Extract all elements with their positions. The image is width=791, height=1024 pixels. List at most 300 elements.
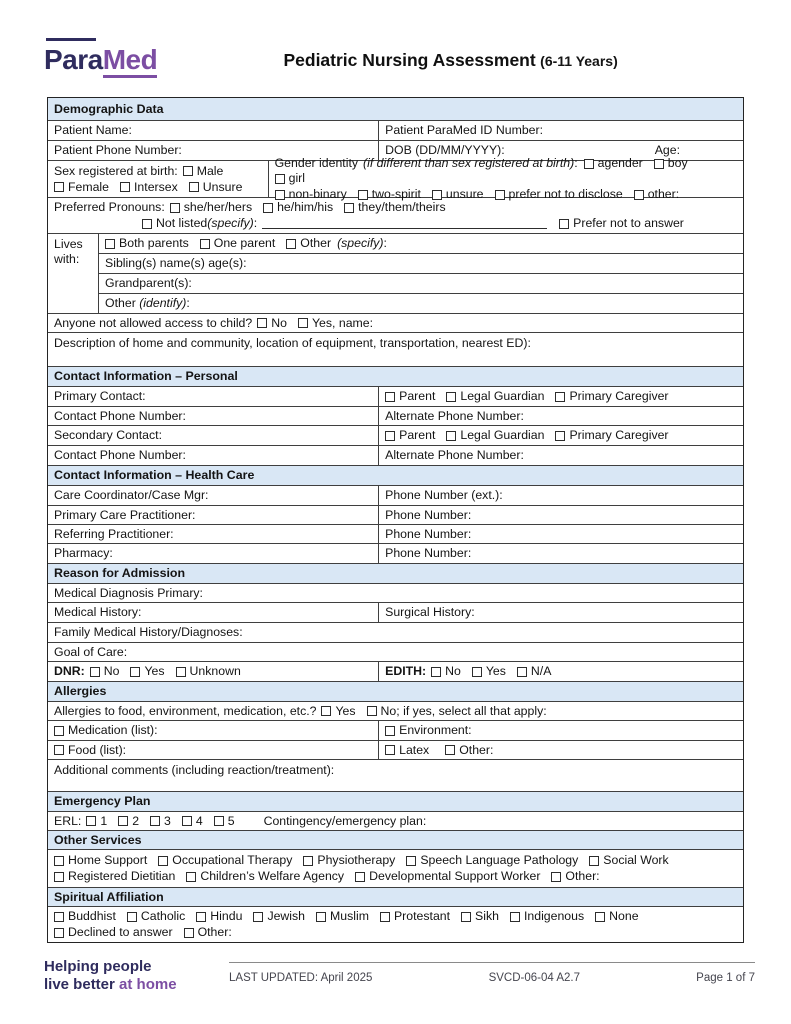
field-label: Phone Number (ext.):: [385, 488, 503, 502]
checkbox-option: [182, 814, 203, 829]
checkbox[interactable]: [253, 912, 263, 922]
field-label: Additional comments (including reaction/treatment):: [54, 763, 335, 777]
checkbox-label: Protestant: [393, 909, 451, 923]
checkbox-label: Registered Dietitian: [68, 869, 176, 883]
checkbox[interactable]: [380, 912, 390, 922]
field-label: Preferred Pronouns:: [54, 200, 165, 214]
checkbox-label: Buddhist: [68, 909, 116, 923]
form-row: [48, 524, 743, 543]
form-cell: [378, 486, 743, 505]
checkbox-label: One parent: [213, 236, 276, 250]
checkbox-option: [559, 216, 684, 231]
form-cell: [48, 506, 378, 524]
form-row: [48, 811, 743, 830]
checkbox-option: [385, 428, 435, 443]
checkbox-option: [54, 180, 109, 195]
form-cell: [48, 407, 378, 425]
checkbox[interactable]: [54, 745, 64, 755]
footer-last-updated: LAST UPDATED: April 2025: [229, 972, 373, 984]
form-cell: [378, 506, 743, 524]
checkbox[interactable]: [196, 912, 206, 922]
checkbox-label: he/him/his: [277, 200, 334, 214]
checkbox[interactable]: [589, 856, 599, 866]
checkbox-option: [584, 156, 643, 171]
checkbox-label: Other: [300, 236, 332, 250]
checkbox-label: Home Support: [68, 853, 148, 867]
field-label: Patient Phone Number:: [54, 143, 182, 157]
form-row: [48, 425, 743, 445]
checkbox-option: [385, 723, 471, 738]
section-header-label: Demographic Data: [54, 101, 164, 116]
checkbox[interactable]: [385, 726, 395, 736]
checkbox[interactable]: [130, 667, 140, 677]
form-cell: [48, 486, 378, 505]
checkbox-label: girl: [288, 171, 306, 185]
checkbox-option: [150, 814, 171, 829]
checkbox-label: Catholic: [140, 909, 186, 923]
section-header-label: Other Services: [54, 832, 142, 847]
field-label: Age:: [654, 143, 680, 157]
page-header: [44, 38, 744, 75]
form-cell: [378, 721, 743, 740]
section-header-label: Contact Information – Health Care: [54, 468, 255, 482]
checkbox-label: Yes: [485, 664, 506, 678]
checkbox-option: [589, 853, 668, 868]
checkbox[interactable]: [445, 745, 455, 755]
section-header: [48, 887, 743, 906]
footer-doc-code: SVCD-06-04 A2.7: [488, 972, 580, 984]
field-label: Patient Name:: [54, 123, 132, 137]
checkbox-label: Legal Guardian: [460, 389, 545, 403]
checkbox[interactable]: [298, 318, 308, 328]
checkbox[interactable]: [355, 872, 365, 882]
checkbox-option: [257, 316, 287, 331]
checkbox-label: two-spirit: [371, 187, 421, 201]
field-label: Referring Practitioner:: [54, 526, 174, 541]
checkbox[interactable]: [303, 856, 313, 866]
checkbox[interactable]: [385, 431, 395, 441]
checkbox-option: [316, 909, 369, 924]
checkbox[interactable]: [446, 431, 456, 441]
form-row: [48, 313, 743, 332]
checkbox[interactable]: [170, 203, 180, 213]
form-cell: [48, 907, 743, 942]
checkbox-option: [517, 664, 552, 679]
checkbox[interactable]: [54, 912, 64, 922]
section-header: [48, 366, 743, 386]
checkbox-label: No: [445, 664, 461, 678]
checkbox[interactable]: [214, 816, 224, 826]
write-in-blank[interactable]: [262, 218, 547, 229]
checkbox-option: [385, 743, 429, 758]
section-header: [48, 681, 743, 701]
checkbox[interactable]: [54, 856, 64, 866]
field-label: Phone Number:: [385, 546, 472, 560]
form-row: [48, 156, 743, 201]
checkbox-option: [214, 814, 235, 829]
checkbox[interactable]: [461, 912, 471, 922]
checkbox[interactable]: [275, 174, 285, 184]
checkbox[interactable]: [182, 816, 192, 826]
checkbox[interactable]: [86, 816, 96, 826]
logo-top-rule: [46, 38, 96, 41]
field-label-italic: (specify): [207, 216, 254, 230]
checkbox[interactable]: [90, 667, 100, 677]
checkbox[interactable]: [551, 872, 561, 882]
form-cell: [48, 702, 743, 720]
form-row: [48, 120, 743, 140]
field-label: Phone Number:: [385, 507, 472, 522]
checkbox-label: No; if yes, select all that apply:: [380, 703, 547, 718]
form-row: [48, 505, 743, 524]
checkbox[interactable]: [344, 203, 354, 213]
checkbox-option: [385, 389, 435, 404]
checkbox[interactable]: [385, 392, 395, 402]
field-label: Secondary Contact:: [54, 428, 163, 442]
checkbox[interactable]: [446, 392, 456, 402]
checkbox-label: None: [609, 909, 639, 923]
form-row: [99, 273, 743, 293]
checkbox-option: [142, 216, 207, 231]
checkbox-label: other:: [647, 187, 680, 201]
field-label-italic: (specify): [337, 236, 384, 250]
tagline-line2a: live better: [44, 976, 120, 993]
section-header: [48, 563, 743, 583]
checkbox-option: [54, 743, 126, 758]
checkbox[interactable]: [54, 726, 64, 736]
checkbox[interactable]: [406, 856, 416, 866]
checkbox-option: [510, 909, 584, 924]
logo-text-para: Para: [44, 44, 103, 75]
form-row: [99, 253, 743, 273]
checkbox-label: Parent: [399, 428, 436, 442]
form-cell: [378, 603, 743, 622]
checkbox[interactable]: [431, 667, 441, 677]
checkbox-label: 3: [164, 813, 171, 828]
checkbox-option: [253, 909, 305, 924]
checkbox-label: 2: [132, 813, 140, 828]
checkbox-option: [54, 869, 175, 884]
form-cell: [48, 603, 378, 622]
form-row: [48, 543, 743, 563]
checkbox[interactable]: [385, 745, 395, 755]
field-label: Sex registered at birth:: [54, 163, 178, 178]
field-label: Family Medical History/Diagnoses:: [54, 625, 243, 639]
footer-meta: [229, 962, 755, 984]
form-row: [48, 583, 743, 602]
checkbox-option: [286, 236, 331, 251]
form-row: [48, 849, 743, 887]
checkbox[interactable]: [263, 203, 273, 213]
checkbox[interactable]: [189, 182, 199, 192]
form-row: [48, 602, 743, 622]
field-label: Other: [105, 296, 140, 310]
field-label: :: [253, 216, 258, 230]
form-cell: [378, 544, 743, 563]
checkbox-label: Yes, name:: [311, 315, 374, 330]
field-label: Surgical History:: [385, 605, 475, 619]
checkbox-option: [355, 869, 540, 884]
field-label: DOB (DD/MM/YYYY):: [385, 143, 505, 157]
form-cell: [48, 584, 743, 602]
form-cell: [48, 121, 378, 140]
checkbox-option: [170, 200, 252, 215]
checkbox-option: [445, 743, 493, 758]
checkbox-option: [654, 156, 688, 171]
form-row: [48, 485, 743, 505]
section-header: [48, 98, 743, 120]
checkbox[interactable]: [150, 816, 160, 826]
checkbox-option: [196, 909, 242, 924]
field-label: Phone Number:: [385, 526, 472, 541]
checkbox-label: Physiotherapy: [317, 853, 396, 867]
form-row: [48, 661, 743, 681]
checkbox-label: boy: [667, 156, 688, 170]
checkbox-label: 4: [195, 813, 203, 828]
checkbox-label: agender: [597, 156, 643, 170]
field-label: Description of home and community, location of equipment, transportation, nearest ED):: [54, 336, 531, 350]
checkbox[interactable]: [158, 856, 168, 866]
checkbox[interactable]: [54, 182, 64, 192]
checkbox[interactable]: [595, 912, 605, 922]
checkbox-option: [120, 180, 178, 195]
form-cell: [48, 446, 378, 465]
checkbox[interactable]: [105, 239, 115, 249]
checkbox-option: [555, 389, 668, 404]
checkbox-label: Legal Guardian: [460, 428, 545, 442]
field-label: Medical History:: [54, 605, 142, 619]
form-cell: [48, 662, 378, 681]
form-cell: [268, 156, 743, 201]
checkbox-option: [127, 909, 185, 924]
checkbox-label: No: [271, 315, 287, 330]
checkbox-label: Latex: [399, 742, 430, 757]
form-row: [48, 906, 743, 942]
checkbox-option: [321, 704, 355, 719]
checkbox[interactable]: [118, 816, 128, 826]
field-label: Primary Contact:: [54, 389, 146, 403]
checkbox[interactable]: [200, 239, 210, 249]
checkbox-option: [344, 200, 445, 215]
checkbox[interactable]: [257, 318, 267, 328]
checkbox-label: Hindu: [210, 909, 243, 923]
field-label: Grandparent(s):: [105, 276, 192, 290]
checkbox-label: Developmental Support Worker: [369, 869, 541, 883]
form-cell: [378, 662, 743, 681]
checkbox-option: [176, 664, 241, 679]
checkbox[interactable]: [367, 706, 377, 716]
checkbox[interactable]: [321, 706, 331, 716]
checkbox[interactable]: [176, 667, 186, 677]
checkbox[interactable]: [120, 182, 130, 192]
form-cell: [48, 198, 743, 233]
checkbox-label: 5: [227, 813, 235, 828]
checkbox[interactable]: [584, 159, 594, 169]
field-label: :: [383, 236, 387, 250]
checkbox-label: she/her/hers: [183, 200, 253, 214]
checkbox-option: [200, 236, 276, 251]
field-label: Anyone not allowed access to child?: [54, 315, 253, 330]
checkbox-label: Other:: [197, 925, 232, 939]
form-cell: [48, 623, 743, 642]
checkbox-option: [183, 164, 224, 179]
checkbox[interactable]: [517, 667, 527, 677]
page-title-suffix: (6-11 Years): [540, 53, 618, 69]
checkbox-label: Unknown: [189, 664, 241, 678]
checkbox-option: [446, 428, 544, 443]
form-cell: [378, 387, 743, 406]
checkbox-option: [431, 664, 461, 679]
field-label: :: [574, 156, 578, 170]
checkbox-option: [54, 925, 173, 940]
form-cell: [48, 387, 378, 406]
checkbox-label: Yes: [144, 664, 165, 678]
checkbox-option: [184, 925, 232, 940]
checkbox-option: [186, 869, 344, 884]
form-row: [99, 234, 743, 253]
form-cell: [378, 407, 743, 425]
form-row: [48, 740, 743, 759]
checkbox-option: [461, 909, 499, 924]
form-table: [47, 97, 744, 943]
checkbox-option: [263, 200, 333, 215]
checkbox-label: Not listed: [156, 216, 208, 230]
form-row: [48, 642, 743, 661]
form-row: [99, 293, 743, 313]
checkbox[interactable]: [186, 872, 196, 882]
paramed-logo: [44, 38, 157, 75]
form-cell: [48, 643, 743, 661]
checkbox[interactable]: [142, 219, 152, 229]
checkbox-option: [380, 909, 450, 924]
checkbox-option: [118, 814, 139, 829]
checkbox-label: Primary Caregiver: [569, 428, 669, 442]
field-label: Primary Care Practitioner:: [54, 507, 196, 522]
group-rows: [98, 234, 743, 313]
section-header: [48, 791, 743, 811]
checkbox-option: [90, 664, 120, 679]
checkbox[interactable]: [184, 928, 194, 938]
checkbox[interactable]: [555, 392, 565, 402]
checkbox[interactable]: [183, 166, 193, 176]
checkbox[interactable]: [559, 219, 569, 229]
field-label-italic: (if different than sex registered at birth): [363, 156, 575, 170]
field-label: ERL:: [54, 813, 82, 828]
field-label: Contact Phone Number:: [54, 408, 186, 423]
field-label: Contingency/emergency plan:: [263, 813, 427, 828]
checkbox-label: Male: [196, 163, 224, 178]
field-label: Alternate Phone Number:: [385, 448, 524, 462]
checkbox-label: Yes: [335, 703, 356, 718]
form-cell: [48, 525, 378, 543]
checkbox-label: prefer not to disclose: [508, 187, 623, 201]
checkbox-option: [54, 853, 147, 868]
checkbox-option: [595, 909, 638, 924]
form-row: [48, 406, 743, 425]
field-label: Allergies to food, environment, medication, etc.?: [54, 703, 317, 718]
field-label-italic: (identify): [139, 296, 187, 310]
form-row: [48, 386, 743, 406]
group-label-cell: [48, 234, 98, 313]
checkbox-label: Medication (list):: [68, 723, 158, 737]
form-cell: [48, 741, 378, 759]
form-cell: [378, 446, 743, 465]
checkbox-label: Female: [68, 179, 110, 194]
checkbox-label: Speech Language Pathology: [420, 853, 579, 867]
checkbox[interactable]: [127, 912, 137, 922]
checkbox-label: Jewish: [267, 909, 306, 923]
footer-page-number: Page 1 of 7: [696, 972, 755, 984]
field-label: :: [186, 296, 190, 310]
field-label: Goal of Care:: [54, 644, 128, 659]
field-label: Pharmacy:: [54, 546, 113, 560]
form-cell: [378, 121, 743, 140]
checkbox-label: Declined to answer: [68, 925, 173, 939]
checkbox-option: [551, 869, 599, 884]
form-cell: [48, 314, 743, 332]
checkbox[interactable]: [472, 667, 482, 677]
form-cell: [48, 544, 378, 563]
checkbox-label: Occupational Therapy: [172, 853, 293, 867]
field-label: Alternate Phone Number:: [385, 408, 524, 423]
checkbox-option: [555, 428, 668, 443]
checkbox-label: Social Work: [603, 853, 669, 867]
checkbox-option: [130, 664, 164, 679]
form-row-group: [48, 233, 743, 313]
checkbox-label: Other:: [565, 869, 600, 883]
checkbox[interactable]: [54, 872, 64, 882]
form-cell: [48, 721, 378, 740]
checkbox-option: [189, 180, 243, 195]
checkbox[interactable]: [54, 928, 64, 938]
checkbox[interactable]: [510, 912, 520, 922]
section-header-label: Allergies: [54, 684, 107, 698]
checkbox-label: Food (list):: [68, 742, 127, 757]
checkbox-label: Muslim: [330, 909, 369, 923]
field-label: Contact Phone Number:: [54, 448, 186, 462]
checkbox-option: [86, 814, 107, 829]
form-cell: [48, 426, 378, 445]
checkbox-label: Environment:: [399, 723, 472, 737]
form-row: [48, 720, 743, 740]
tagline-line2: [44, 976, 177, 994]
field-label: Gender identity: [274, 156, 359, 170]
checkbox[interactable]: [316, 912, 326, 922]
page-title: Pediatric Nursing Assessment: [283, 50, 536, 70]
group-label: Lives with:: [54, 237, 83, 266]
checkbox-label: Children’s Welfare Agency: [200, 869, 345, 883]
checkbox-option: [367, 704, 547, 719]
section-header-label: Spiritual Affiliation: [54, 889, 164, 904]
field-label: DNR:: [54, 664, 85, 678]
form-cell: [378, 741, 743, 759]
checkbox-option: [472, 664, 506, 679]
checkbox-option: [298, 316, 373, 331]
checkbox-label: Intersex: [134, 179, 178, 194]
checkbox-label: Sikh: [475, 909, 499, 923]
checkbox-label: N/A: [530, 664, 552, 678]
logo-text-med: Med: [103, 44, 158, 78]
checkbox[interactable]: [555, 431, 565, 441]
page-footer: [44, 956, 755, 1002]
section-header: [48, 465, 743, 485]
checkbox[interactable]: [654, 159, 664, 169]
checkbox-label: Other:: [459, 742, 494, 757]
checkbox-option: [446, 389, 544, 404]
checkbox-option: [303, 853, 395, 868]
section-header: [48, 830, 743, 849]
checkbox[interactable]: [286, 239, 296, 249]
